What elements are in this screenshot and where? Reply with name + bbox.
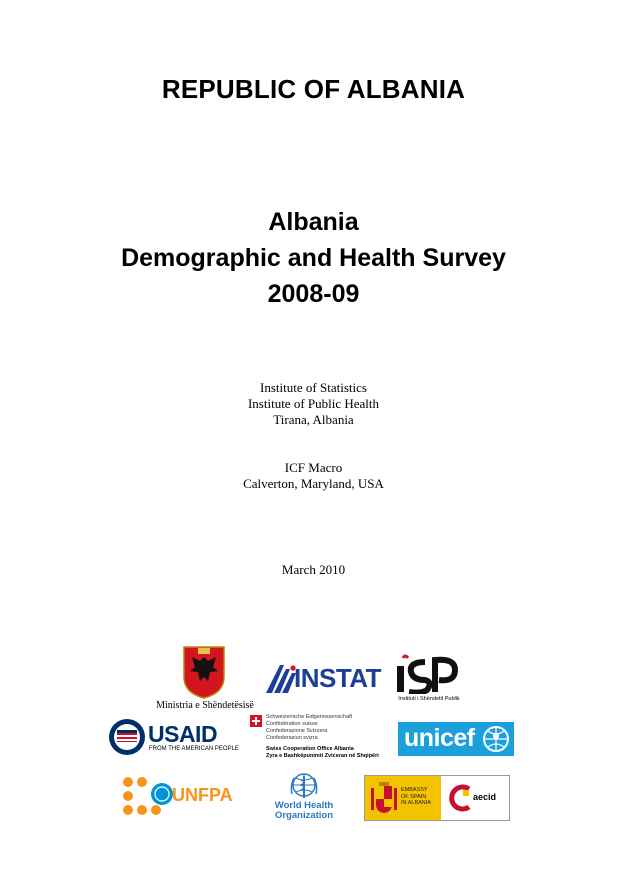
- publication-date: March 2010: [281, 562, 346, 577]
- usaid-tagline: FROM THE AMERICAN PEOPLE: [149, 746, 239, 752]
- institution-line-3: Tirana, Albania: [273, 412, 354, 427]
- swiss-office-line-2: Zyra e Bashkëpunimit Zviceran në Shqipëri: [266, 753, 379, 759]
- isp-caption: Instituti i Shëndetit Publik: [398, 696, 460, 702]
- unfpa-people-icon: [122, 776, 174, 816]
- swiss-cooperation-logo: [250, 714, 380, 762]
- unfpa-logo: [122, 776, 233, 816]
- institutions-block: [0, 380, 627, 428]
- unicef-label: unicef: [404, 724, 475, 752]
- partner-line-2: Calverton, Maryland, USA: [243, 476, 384, 491]
- unfpa-label: UNFPA: [172, 785, 233, 805]
- instat-label: INSTAT: [294, 663, 382, 693]
- aecid-label: aecid: [473, 792, 497, 802]
- swiss-line-2: Confédération suisse: [266, 721, 318, 727]
- spain-line-3: IN ALBANIA: [401, 800, 431, 806]
- usaid-label: USAID: [148, 721, 218, 747]
- who-line-1: World Health: [274, 800, 334, 811]
- usaid-seal-icon: [108, 718, 146, 756]
- unicef-globe-icon: [482, 725, 510, 753]
- institution-line-1: Institute of Statistics: [260, 380, 367, 395]
- institution-line-2: Institute of Public Health: [247, 396, 380, 411]
- swiss-line-1: Schweizerische Eidgenossenschaft: [266, 714, 353, 720]
- albania-emblem-icon: [182, 645, 226, 699]
- ministry-logo: [140, 645, 270, 715]
- swiss-federation-text: [266, 714, 352, 742]
- who-logo: [272, 772, 336, 824]
- who-line-2: Organization: [274, 810, 334, 821]
- title-line-2: Demographic and Health Survey: [121, 244, 506, 272]
- swiss-line-3: Confederazione Svizzera: [266, 728, 328, 734]
- swiss-line-4: Confederaziun svizra: [266, 735, 318, 741]
- country-heading: REPUBLIC OF ALBANIA: [161, 74, 466, 104]
- report-title: [0, 204, 627, 312]
- spain-coat-of-arms-icon: [371, 782, 397, 814]
- isp-mark-icon: [395, 652, 459, 694]
- unicef-logo: [398, 722, 514, 756]
- partner-block: [0, 460, 627, 492]
- swiss-cross-icon: [250, 715, 262, 727]
- spain-embassy-panel: [365, 776, 441, 820]
- title-line-1: Albania: [268, 208, 359, 236]
- title-line-3: 2008-09: [267, 280, 360, 308]
- spain-line-1: EMBASSY: [401, 787, 428, 793]
- spain-aecid-logo: [364, 775, 510, 821]
- who-emblem-icon: [288, 772, 320, 800]
- ministry-label: Ministria e Shëndetësisë: [156, 700, 254, 711]
- aecid-panel: [441, 776, 509, 820]
- isp-logo: [393, 652, 465, 708]
- instat-mark-icon: [266, 665, 296, 693]
- spain-line-2: OF SPAIN: [401, 793, 427, 800]
- instat-logo: [266, 663, 382, 695]
- usaid-logo: [108, 718, 238, 758]
- partner-line-1: ICF Macro: [284, 460, 343, 475]
- swiss-office-line-1: Swiss Cooperation Office Albania: [266, 746, 354, 752]
- spain-embassy-text: [401, 787, 431, 807]
- who-text: [272, 801, 336, 821]
- aecid-c-icon: [449, 784, 473, 812]
- swiss-office-text: [266, 746, 379, 760]
